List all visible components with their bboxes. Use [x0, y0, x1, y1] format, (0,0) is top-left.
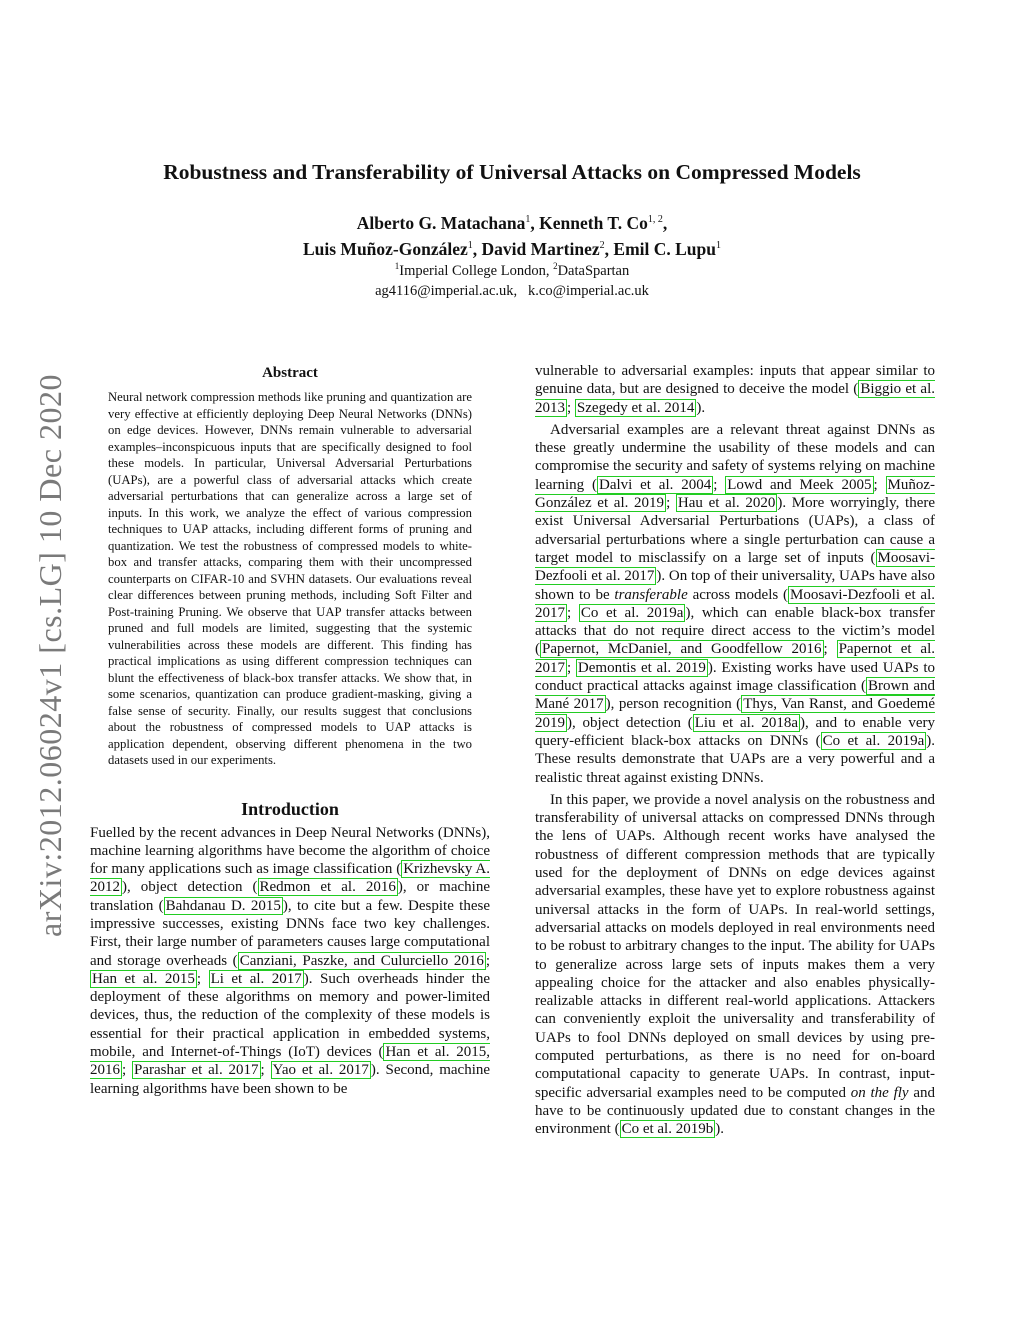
body-paragraph-2	[535, 421, 935, 787]
author-emails: ag4116@imperial.ac.uk, k.co@imperial.ac.uk	[375, 283, 649, 299]
text-run: ). Second, machine learning algorithms have been shown to be	[90, 1062, 491, 1097]
citation-link[interactable]: Lowd and Meek 2005	[727, 476, 872, 493]
text-run: ;	[196, 970, 209, 987]
citation-link[interactable]: Demontis et al. 2019	[577, 659, 706, 676]
right-column	[535, 362, 935, 1138]
emphasis: on the fly	[850, 1084, 909, 1101]
arxiv-identifier	[28, 350, 72, 960]
author-name: David Martinez	[481, 239, 600, 259]
citation-link[interactable]: Co et al. 2019a	[822, 732, 925, 749]
text-run: In this paper, we provide a novel analysis on the robustness and transferability of universal attacks on compressed DNNs through the lens of UAPs. Although recent works have analysed the robustness of different compression methods that are typically used for the deployment of DNNs on edge devices against adversarial examples, these have yet to explore robustness against universal attacks in the form of UAPs. In real-world settings, adversarial attacks on models deployed in real environments need to be robust to arbitrary changes to the input. The ability for UAPs to generalize across large sets of inputs makes them a very appealing choice for the attacker and also enables physically-realizable attacks in different real-world applications. Attackers can conveniently exploit the universality and transferability of UAPs to fool DNNs deployed on small devices by using pre-computed perturbations, as there is no need for on-board computational capacity to generate UAPs. In contrast, input-specific adversarial examples need to be computed	[535, 791, 935, 1101]
citation-link[interactable]: Muñoz-González et al. 2019	[535, 476, 935, 512]
citation-link[interactable]: Canziani, Paszke, and Culurciello 2016	[239, 952, 484, 969]
body-paragraph-3	[535, 791, 935, 1139]
author-affil-mark: 1	[716, 240, 721, 251]
institution: DataSpartan	[557, 263, 630, 279]
text-run: ). These results demonstrate that UAPs are a very powerful and a realistic threat against existing DNNs.	[535, 732, 935, 786]
citation-link[interactable]: Yao et al. 2017	[272, 1062, 369, 1079]
text-run: ;	[122, 1062, 132, 1079]
citation-link[interactable]: Co et al. 2019a	[580, 604, 684, 621]
text-run: ;	[666, 495, 676, 512]
text-run: and have to be continuously updated due to constant changes in the environment (	[535, 1084, 935, 1138]
paper-title: Robustness and Transferability of Universal Attacks on Compressed Models	[163, 160, 861, 184]
citation-link[interactable]: Brown and Mané 2017	[535, 678, 936, 713]
emphasis: transferable	[614, 586, 688, 603]
text-run: Adversarial examples are a relevant threat against DNNs as these greatly undermine the usability of these models and can compromise the security and safety of systems relying on machine learning (	[535, 421, 935, 493]
affil-mark: 1	[394, 261, 400, 271]
citation-link[interactable]: Szegedy et al. 2014	[576, 399, 695, 416]
citation-link[interactable]: Hau et al. 2020	[677, 495, 776, 512]
author-name: Kenneth T. Co	[539, 213, 648, 233]
abstract-text: Neural network compression methods like pruning and quantization are very effective at efficiently deploying Deep Neural Networks (DNNs) on edge devices. However, DNNs remain vulnerable to adversarial examples–inconspicuous inputs that are specifically designed to fool these models. In particular, Universal Adversarial Perturbations (UAPs), are a powerful class of adversarial attacks which create adversarial perturbations that can generalize across a large set of inputs. In this work, we analyze the effect of various compression techniques to UAP attacks, including different forms of pruning and quantization. We test the robustness of compressed models to white-box and transfer attacks, comparing them with their uncompressed counterparts on CIFAR-10 and SVHN datasets. Our evaluations reveal clear differences between pruning methods, including Soft Filter and Post-training Pruning. We observe that UAP transfer attacks between pruned and full models are limited, suggesting that the systemic vulnerabilities across these models are different. This finding has practical implications as using different compression techniques can blunt the effectiveness of black-box transfer attacks. We show that, in some scenarios, quantization can produce gradient-masking, giving a false sense of security. Finally, our results suggest that conclusions about the robustness of compressed models to UAP attacks is application dependent, observing different phenomena in the two datasets used in our experiments.	[108, 390, 472, 767]
author-list	[0, 210, 1024, 262]
text-run: ;	[567, 604, 579, 621]
affiliation-line	[0, 261, 1024, 281]
citation-link[interactable]: Moosavi-Dezfooli et al. 2017	[535, 586, 936, 621]
affil-mark: 2	[553, 261, 558, 271]
body-paragraph-1	[535, 362, 935, 417]
left-column	[90, 362, 490, 1098]
citation-link[interactable]: Bahdanau D. 2015	[165, 897, 281, 914]
institution: Imperial College London,	[399, 263, 550, 279]
text-run: ).	[715, 1121, 724, 1138]
text-run: ), object detection (	[122, 879, 258, 896]
author-affil-mark: 2	[599, 240, 605, 251]
introduction-heading: Introduction	[241, 798, 339, 819]
author-affil-mark: 1	[525, 214, 531, 225]
text-run: Fuelled by the recent advances in Deep Neural Networks (DNNs), machine learning algorithms have become the algorithm of choice for many applications such as image classification (	[90, 824, 490, 878]
citation-link[interactable]: Krizhevsky A. 2012	[90, 861, 490, 896]
text-run: ;	[823, 641, 837, 658]
citation-link[interactable]: Papernot, McDaniel, and Goodfellow 2016	[542, 641, 822, 658]
citation-link[interactable]: Co et al. 2019b	[621, 1121, 714, 1138]
abstract-heading: Abstract	[262, 365, 318, 381]
text-run: vulnerable to adversarial examples: inputs that appear similar to genuine data, but are designed to deceive the model (	[535, 363, 935, 398]
author-affil-mark: 1	[467, 240, 473, 251]
citation-link[interactable]: Biggio et al. 2013	[535, 381, 935, 416]
text-run: ;	[713, 476, 726, 493]
author-line-1: Alberto G. Matachana$^1$, Kenneth T. Co$^{1, 2}$,	[356, 213, 668, 233]
citation-link[interactable]: Han et al. 2015, 2016	[90, 1044, 490, 1079]
arxiv-id-text: arXiv:2012.06024v1 [cs.LG] 10 Dec 2020	[31, 373, 68, 937]
text-run: ), object detection (	[567, 714, 693, 731]
intro-paragraph	[90, 824, 490, 1098]
affiliations	[0, 261, 1024, 301]
text-run: ). More worryingly, there exist Universal Adversarial Perturbations (UAPs), a class of adversarial perturbations where a single perturbation can cause a target model to misclassify on a large set of inputs (	[535, 495, 936, 566]
text-run: ), to cite but a few. Despite these impressive successes, existing DNNs face two key challenges. First, their large number of parameters causes large computational and storage overheads (	[90, 897, 490, 969]
text-run: ), person recognition (	[605, 696, 742, 713]
text-run: ;	[260, 1062, 271, 1079]
citation-link[interactable]: Redmon et al. 2016	[259, 879, 396, 896]
citation-link[interactable]: Moosavi-Dezfooli et al. 2017	[535, 549, 935, 585]
citation-link[interactable]: Papernot et al. 2017	[535, 641, 935, 676]
text-run: ), or machine translation (	[90, 879, 490, 914]
author-line-2: Luis Muñoz-González$^1$, David Martinez$^2$, Emil C. Lupu$^1$	[302, 239, 721, 259]
author-name: Luis Muñoz-González	[302, 239, 468, 259]
text-run: ;	[485, 952, 491, 969]
text-run: ). On top of their universality, UAPs have also shown to be	[535, 568, 935, 603]
citation-link[interactable]: Han et al. 2015	[92, 970, 195, 987]
text-run: ).	[696, 399, 706, 416]
author-affil-mark: 1, 2	[647, 214, 663, 225]
citation-link[interactable]: Liu et al. 2018a	[694, 714, 798, 731]
citation-link[interactable]: Dalvi et al. 2004	[598, 476, 712, 493]
citation-link[interactable]: Parashar et al. 2017	[134, 1062, 259, 1079]
author-name: Emil C. Lupu	[613, 239, 716, 259]
text-run: ;	[873, 476, 886, 493]
text-run: ), and to enable very query-efficient black-box attacks on DNNs (	[535, 714, 935, 749]
citation-link[interactable]: Li et al. 2017	[210, 970, 302, 987]
text-run: ;	[567, 399, 575, 416]
text-run: ;	[567, 659, 576, 676]
author-name: Alberto G. Matachana	[356, 213, 526, 233]
citation-link[interactable]: Thys, Van Ranst, and Goedemé 2019	[535, 696, 936, 731]
text-run: ), which can enable black-box transfer attacks that do not require direct access to the victim’s model (	[535, 604, 935, 658]
text-run: across models (	[687, 586, 789, 603]
text-run: ). Existing works have used UAPs to conduct practical attacks against image classification (	[535, 659, 935, 695]
text-run: ). Such overheads hinder the deployment of these algorithms on memory and power-limited devices, thus, the reduction of the complexity of these models is essential for their practical application in embedded systems, mobile, and Internet-of-Things (IoT) devices (	[90, 970, 490, 1061]
